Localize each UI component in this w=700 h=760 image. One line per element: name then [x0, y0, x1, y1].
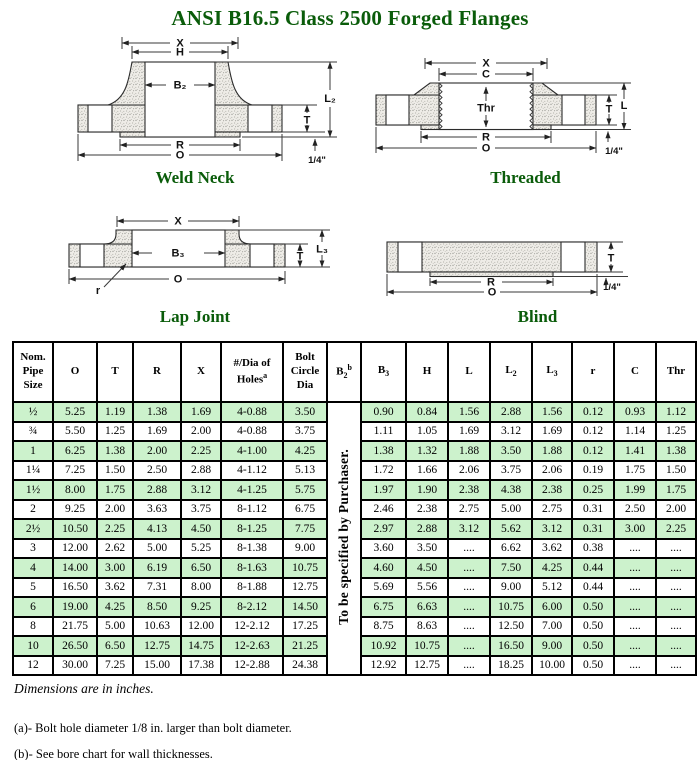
table-cell: 10.50: [53, 519, 97, 539]
table-cell: 1.69: [181, 402, 221, 422]
table-cell: 16.50: [490, 636, 532, 656]
table-cell: 5.13: [283, 461, 327, 481]
table-cell: ....: [656, 597, 696, 617]
dim-label-h: H: [176, 46, 184, 59]
dim-label-t: T: [605, 103, 613, 116]
table-cell: 4.60: [361, 558, 406, 578]
units-note: Dimensions are in inches.: [14, 681, 154, 696]
table-cell: 6.75: [361, 597, 406, 617]
table-cell: 2.88: [181, 461, 221, 481]
table-cell: 3.75: [181, 500, 221, 520]
table-cell: 14.50: [283, 597, 327, 617]
dim-label-t: T: [296, 250, 304, 263]
threaded-caption: Threaded: [490, 168, 561, 187]
table-cell: 1.41: [614, 441, 656, 461]
table-cell: 1½: [13, 480, 53, 500]
dim-label-raised-face: 1/4": [308, 155, 326, 166]
table-cell: 8.75: [361, 617, 406, 637]
table-cell: 12.00: [53, 539, 97, 559]
table-cell: 1: [13, 441, 53, 461]
table-cell: 4.50: [406, 558, 448, 578]
table-cell: 2.75: [532, 500, 572, 520]
table-cell: 9.25: [53, 500, 97, 520]
dim-label-o: O: [487, 286, 497, 299]
table-cell: 4-0.88: [221, 402, 283, 422]
table-cell: 7.31: [133, 578, 181, 598]
table-cell: 9.00: [490, 578, 532, 598]
table-cell: 6.62: [490, 539, 532, 559]
table-cell: 6.25: [53, 441, 97, 461]
table-cell: 4.38: [490, 480, 532, 500]
table-cell: 12.75: [283, 578, 327, 598]
table-cell: 8.00: [53, 480, 97, 500]
dim-label-r: R: [176, 139, 184, 152]
table-cell: 6.50: [97, 636, 133, 656]
table-cell: 8-2.12: [221, 597, 283, 617]
column-header: Nom. Pipe Size: [13, 342, 53, 402]
bore: [145, 62, 215, 137]
table-cell: 3.00: [97, 558, 133, 578]
table-body: [13, 402, 696, 675]
table-cell: 1.72: [361, 461, 406, 481]
table-cell: 18.25: [490, 656, 532, 676]
table-cell: 0.93: [614, 402, 656, 422]
column-header: X: [181, 342, 221, 402]
table-cell: 4-1.12: [221, 461, 283, 481]
table-cell: 6.75: [283, 500, 327, 520]
table-cell: 3.00: [614, 519, 656, 539]
table-cell: ....: [656, 636, 696, 656]
table-cell: 4.25: [283, 441, 327, 461]
dim-label-l3: L₃: [316, 243, 328, 256]
table-cell: 12.00: [181, 617, 221, 637]
table-cell: 12-2.63: [221, 636, 283, 656]
table-cell: 8-1.63: [221, 558, 283, 578]
table-cell: ....: [614, 597, 656, 617]
table-cell: 0.50: [572, 636, 614, 656]
table-cell: 12.92: [361, 656, 406, 676]
table-cell: 2.75: [448, 500, 490, 520]
page-title: ANSI B16.5 Class 2500 Forged Flanges: [171, 6, 529, 30]
table-cell: 10.00: [532, 656, 572, 676]
table-cell: 3.50: [283, 402, 327, 422]
weld-neck-caption: Weld Neck: [155, 168, 235, 187]
lap-joint-diagram: [40, 214, 350, 306]
table-cell: 2.00: [656, 500, 696, 520]
table-cell: 3.63: [133, 500, 181, 520]
dim-label-b2: B₂: [173, 79, 187, 92]
table-cell: ....: [448, 597, 490, 617]
dim-label-t: T: [607, 252, 615, 265]
table-cell: 3.60: [361, 539, 406, 559]
table-cell: 6.00: [532, 597, 572, 617]
dim-label-raised-face: 1/4": [605, 146, 623, 157]
footnote-b: (b)- See bore chart for wall thicknesses.: [14, 747, 213, 760]
table-header-row: [13, 342, 696, 402]
lap-joint-figure: [40, 214, 350, 327]
table-cell: 0.44: [572, 578, 614, 598]
table-cell: 1.88: [448, 441, 490, 461]
flange-dimensions-table: [12, 341, 697, 676]
table-cell: 1.88: [532, 441, 572, 461]
table-cell: 3.62: [97, 578, 133, 598]
table-cell: 1.05: [406, 422, 448, 442]
bolt-hole: [250, 244, 274, 267]
b2-purchaser-note-cell: [327, 402, 361, 675]
column-header: R: [133, 342, 181, 402]
bolt-hole: [398, 242, 422, 272]
table-cell: ....: [448, 636, 490, 656]
table-cell: 24.38: [283, 656, 327, 676]
table-cell: 1¼: [13, 461, 53, 481]
table-cell: ½: [13, 402, 53, 422]
table-cell: 6: [13, 597, 53, 617]
table-cell: ....: [656, 578, 696, 598]
table-cell: 5.50: [53, 422, 97, 442]
table-cell: 2.25: [181, 441, 221, 461]
table-cell: 3.12: [448, 519, 490, 539]
table-cell: 4.25: [532, 558, 572, 578]
table-cell: ....: [656, 558, 696, 578]
lap-joint-caption: Lap Joint: [159, 307, 231, 326]
table-cell: 12.50: [490, 617, 532, 637]
table-cell: 0.44: [572, 558, 614, 578]
table-cell: 1.14: [614, 422, 656, 442]
table-cell: 12-2.88: [221, 656, 283, 676]
blind-body: [387, 242, 597, 277]
dim-label-l: L: [620, 100, 628, 112]
table-cell: 7.25: [97, 656, 133, 676]
table-row: [13, 402, 696, 422]
table-cell: 0.84: [406, 402, 448, 422]
table-cell: 26.50: [53, 636, 97, 656]
table-cell: 1.99: [614, 480, 656, 500]
dim-label-fillet-r: r: [95, 285, 101, 297]
table-cell: 2.00: [181, 422, 221, 442]
table-cell: 0.38: [572, 539, 614, 559]
table-cell: 4-1.00: [221, 441, 283, 461]
column-header: Thr: [656, 342, 696, 402]
weld-neck-figure: [45, 35, 345, 188]
table-cell: 3.50: [490, 441, 532, 461]
column-header: O: [53, 342, 97, 402]
table-cell: 3.50: [406, 539, 448, 559]
table-cell: 1.69: [448, 422, 490, 442]
table-cell: 1.75: [614, 461, 656, 481]
threaded-figure: [358, 55, 693, 188]
weld-neck-body: [78, 62, 282, 137]
bolt-hole: [248, 105, 272, 132]
table-cell: 8.63: [406, 617, 448, 637]
table-cell: 5: [13, 578, 53, 598]
table-cell: 6.19: [133, 558, 181, 578]
table-cell: 1.32: [406, 441, 448, 461]
column-header: T: [97, 342, 133, 402]
table-cell: 1.56: [448, 402, 490, 422]
table-cell: 1.12: [656, 402, 696, 422]
table-cell: 3.75: [490, 461, 532, 481]
table-cell: 9.00: [283, 539, 327, 559]
table-cell: 3.12: [181, 480, 221, 500]
table-cell: 8-1.88: [221, 578, 283, 598]
blind-diagram: [380, 228, 695, 306]
table-cell: 2.06: [448, 461, 490, 481]
table-cell: 8-1.25: [221, 519, 283, 539]
table-cell: 0.12: [572, 441, 614, 461]
table-cell: 8.00: [181, 578, 221, 598]
dim-label-t: T: [303, 114, 311, 127]
dim-label-thr: Thr: [477, 102, 495, 115]
table-cell: 1.38: [361, 441, 406, 461]
table-cell: 8-1.12: [221, 500, 283, 520]
table-cell: 5.56: [406, 578, 448, 598]
dim-label-l2: L₂: [324, 93, 336, 105]
table-cell: 0.50: [572, 597, 614, 617]
table-cell: 12: [13, 656, 53, 676]
column-header: Bolt Circle Dia: [283, 342, 327, 402]
dim-label-x: X: [176, 37, 184, 50]
dim-label-b3: B₃: [171, 247, 185, 260]
table-cell: 17.38: [181, 656, 221, 676]
table-cell: 21.25: [283, 636, 327, 656]
bolt-hole: [80, 244, 104, 267]
table-cell: 5.25: [181, 539, 221, 559]
bolt-hole: [386, 95, 409, 125]
table-cell: 3.62: [532, 539, 572, 559]
table-cell: 1.38: [97, 441, 133, 461]
column-header: $B_2^b$: [327, 342, 361, 402]
table-cell: 0.31: [572, 519, 614, 539]
table-cell: ....: [448, 617, 490, 637]
table-cell: 1.75: [656, 480, 696, 500]
table-cell: 2.50: [133, 461, 181, 481]
table-cell: 2.97: [361, 519, 406, 539]
table-cell: 30.00: [53, 656, 97, 676]
table-cell: ....: [448, 558, 490, 578]
table-cell: 1.66: [406, 461, 448, 481]
table-cell: 12.75: [133, 636, 181, 656]
table-cell: 3: [13, 539, 53, 559]
table-cell: 12-2.12: [221, 617, 283, 637]
table-cell: 2.25: [97, 519, 133, 539]
bolt-hole: [88, 105, 112, 132]
table-cell: 4-1.25: [221, 480, 283, 500]
table-cell: 2.38: [406, 500, 448, 520]
column-header: $L_2$: [490, 342, 532, 402]
column-header: #/Dia of Holes$^a$: [221, 342, 283, 402]
table-cell: ....: [448, 578, 490, 598]
bolt-hole: [561, 242, 585, 272]
column-header: L: [448, 342, 490, 402]
table-cell: ....: [656, 656, 696, 676]
table-cell: 2.88: [406, 519, 448, 539]
table-cell: 10.75: [490, 597, 532, 617]
table-cell: 8.50: [133, 597, 181, 617]
dim-label-r: R: [482, 131, 490, 144]
table-cell: 4-0.88: [221, 422, 283, 442]
table-cell: 15.00: [133, 656, 181, 676]
column-header: C: [614, 342, 656, 402]
table-cell: 16.50: [53, 578, 97, 598]
table-cell: 1.19: [97, 402, 133, 422]
table-cell: 1.25: [656, 422, 696, 442]
table-cell: 1.25: [97, 422, 133, 442]
table-cell: 5.12: [532, 578, 572, 598]
table-cell: 2.46: [361, 500, 406, 520]
table-cell: 7.75: [283, 519, 327, 539]
table-cell: 6.50: [181, 558, 221, 578]
table-cell: ¾: [13, 422, 53, 442]
table-cell: 3.12: [532, 519, 572, 539]
dim-label-r: R: [487, 276, 495, 289]
table-cell: 5.00: [490, 500, 532, 520]
table-cell: 7.00: [532, 617, 572, 637]
table-cell: 2.00: [133, 441, 181, 461]
table-cell: 2½: [13, 519, 53, 539]
table-cell: 2.88: [490, 402, 532, 422]
column-header: r: [572, 342, 614, 402]
table-cell: ....: [614, 617, 656, 637]
table-cell: 5.25: [53, 402, 97, 422]
table-cell: 2.62: [97, 539, 133, 559]
table-cell: ....: [614, 558, 656, 578]
table-cell: 21.75: [53, 617, 97, 637]
dim-label-x: X: [482, 57, 490, 70]
table-cell: 3.12: [490, 422, 532, 442]
table-cell: 2.38: [532, 480, 572, 500]
table-cell: 2: [13, 500, 53, 520]
table-cell: 9.00: [532, 636, 572, 656]
table-cell: 10.92: [361, 636, 406, 656]
table-cell: 5.75: [283, 480, 327, 500]
table-cell: 5.69: [361, 578, 406, 598]
table-cell: 1.50: [656, 461, 696, 481]
table-cell: 5.62: [490, 519, 532, 539]
table-cell: 1.69: [532, 422, 572, 442]
dim-label-c: C: [482, 68, 490, 81]
table-cell: ....: [614, 636, 656, 656]
table-cell: 2.06: [532, 461, 572, 481]
table-cell: 5.00: [133, 539, 181, 559]
table-cell: 0.50: [572, 617, 614, 637]
column-header: H: [406, 342, 448, 402]
table-cell: ....: [656, 539, 696, 559]
table-cell: 1.97: [361, 480, 406, 500]
table-cell: 1.56: [532, 402, 572, 422]
table-cell: 2.25: [656, 519, 696, 539]
footnote-a: (a)- Bolt hole diameter 1/8 in. larger than bolt diameter.: [14, 721, 292, 735]
table-cell: 0.90: [361, 402, 406, 422]
table-cell: 1.75: [97, 480, 133, 500]
table-cell: 7.50: [490, 558, 532, 578]
table-cell: 1.69: [133, 422, 181, 442]
table-cell: 8-1.38: [221, 539, 283, 559]
table-cell: 0.50: [572, 656, 614, 676]
table-cell: 1.90: [406, 480, 448, 500]
blind-caption: Blind: [517, 307, 558, 326]
table-cell: 1.11: [361, 422, 406, 442]
table-cell: 4: [13, 558, 53, 578]
table-cell: 4.50: [181, 519, 221, 539]
table-cell: 14.00: [53, 558, 97, 578]
table-cell: 0.19: [572, 461, 614, 481]
dim-label-o: O: [175, 149, 185, 162]
table-cell: ....: [656, 617, 696, 637]
table-cell: 2.88: [133, 480, 181, 500]
table-cell: ....: [448, 539, 490, 559]
column-header: $B_3$: [361, 342, 406, 402]
table-cell: 2.38: [448, 480, 490, 500]
dim-label-raised-face: 1/4": [603, 282, 621, 293]
table-cell: ....: [448, 656, 490, 676]
diagrams-grid: [0, 35, 700, 327]
weld-neck-diagram: [45, 35, 345, 167]
table-cell: 14.75: [181, 636, 221, 656]
table-cell: 8: [13, 617, 53, 637]
table-cell: 5.00: [97, 617, 133, 637]
table-cell: 1.38: [133, 402, 181, 422]
bolt-hole: [562, 95, 585, 125]
table-cell: 17.25: [283, 617, 327, 637]
table-cell: 4.13: [133, 519, 181, 539]
table-cell: 0.25: [572, 480, 614, 500]
table-cell: 10.75: [406, 636, 448, 656]
table-cell: 7.25: [53, 461, 97, 481]
table-cell: 6.63: [406, 597, 448, 617]
table-cell: 10: [13, 636, 53, 656]
dim-label-o: O: [173, 273, 183, 286]
table-cell: 1.38: [656, 441, 696, 461]
table-cell: 3.75: [283, 422, 327, 442]
dim-label-x: X: [174, 215, 182, 228]
threaded-diagram: [358, 55, 693, 167]
b2-purchaser-note-text: To be specified by Purchaser.: [336, 449, 351, 625]
table-cell: 10.75: [283, 558, 327, 578]
table-cell: ....: [614, 539, 656, 559]
table-cell: 0.31: [572, 500, 614, 520]
blind-figure: [380, 228, 695, 327]
table-cell: 19.00: [53, 597, 97, 617]
table-cell: 4.25: [97, 597, 133, 617]
table-cell: 1.50: [97, 461, 133, 481]
table-cell: 0.12: [572, 402, 614, 422]
table-cell: 0.12: [572, 422, 614, 442]
table-cell: ....: [614, 656, 656, 676]
table-cell: 10.63: [133, 617, 181, 637]
column-header: $L_3$: [532, 342, 572, 402]
table-cell: 2.00: [97, 500, 133, 520]
table-cell: ....: [614, 578, 656, 598]
table-cell: 12.75: [406, 656, 448, 676]
dim-label-o: O: [481, 142, 491, 155]
table-cell: 2.50: [614, 500, 656, 520]
table-cell: 9.25: [181, 597, 221, 617]
